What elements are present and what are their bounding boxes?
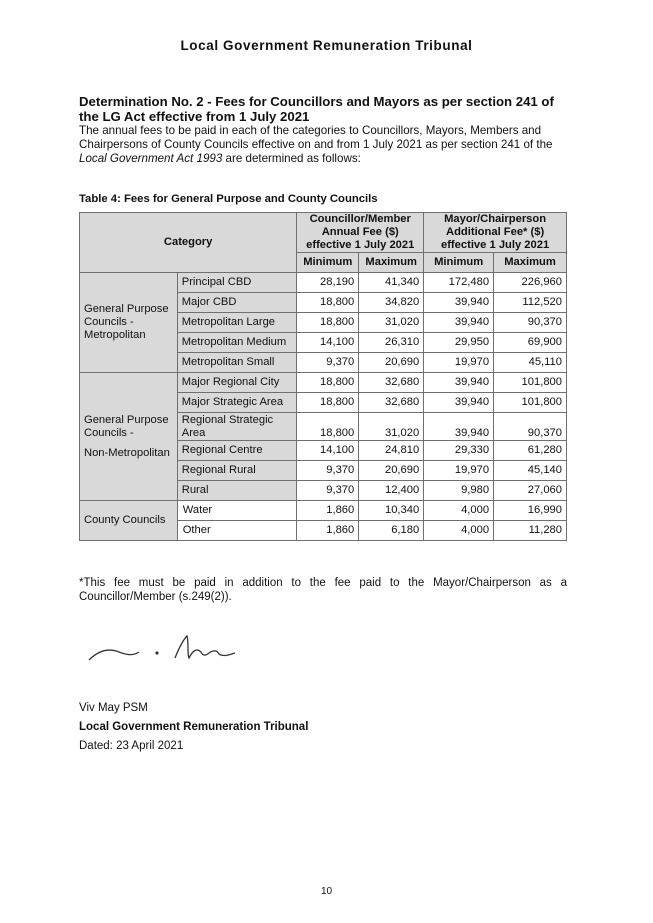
mayor-max: 27,060 xyxy=(494,481,567,501)
page-header: Local Government Remuneration Tribunal xyxy=(180,38,473,53)
category-name xyxy=(177,413,297,441)
councillor-max: 32,680 xyxy=(359,373,424,393)
date-signed: Dated: 23 April 2021 xyxy=(79,740,184,752)
hdr-m2: Additional Fee* ($) xyxy=(445,226,545,238)
category-name: Metropolitan Small xyxy=(177,353,297,373)
mayor-min: 39,940 xyxy=(424,313,494,333)
councillor-max: 41,340 xyxy=(359,273,424,293)
category-name: Rural xyxy=(177,481,297,501)
mayor-min: 4,000 xyxy=(424,521,494,541)
group-label: Non-Metropolitan xyxy=(84,446,170,459)
hdr-m3: effective 1 July 2021 xyxy=(440,239,550,251)
header-category: Category xyxy=(80,213,297,273)
councillor-max: 31,020 xyxy=(359,313,424,333)
header-min: Minimum xyxy=(297,253,359,273)
group-label: Councils - xyxy=(84,316,134,328)
category-name: Major CBD xyxy=(177,293,297,313)
councillor-min: 18,800 xyxy=(297,373,359,393)
table-row xyxy=(80,501,567,521)
councillor-min: 18,800 xyxy=(297,393,359,413)
group-label: Metropolitan xyxy=(84,329,146,341)
table-row xyxy=(80,373,567,393)
category-name: Regional Centre xyxy=(177,441,297,461)
category-name: Metropolitan Large xyxy=(177,313,297,333)
councillor-max: 26,310 xyxy=(359,333,424,353)
mayor-max: 101,800 xyxy=(494,393,567,413)
group-label: Councils - xyxy=(84,426,134,439)
signature-image xyxy=(83,626,263,676)
category-name: Regional Rural xyxy=(177,461,297,481)
hdr-c1: Councillor/Member xyxy=(309,213,411,225)
councillor-min: 1,860 xyxy=(297,521,359,541)
councillor-max: 12,400 xyxy=(359,481,424,501)
intro-text: The annual fees to be paid in each of the categories to Councillors, Mayors, Members and Chairpersons of County Councils effective on and from 1 July 2021 as per section 241 of the xyxy=(79,124,553,152)
table-title: Table 4: Fees for General Purpose and County Councils xyxy=(79,193,378,205)
mayor-min: 9,980 xyxy=(424,481,494,501)
councillor-min: 9,370 xyxy=(297,481,359,501)
mayor-max: 61,280 xyxy=(494,441,567,461)
councillor-min: 9,370 xyxy=(297,461,359,481)
group-label: General Purpose xyxy=(84,303,169,315)
mayor-max: 11,280 xyxy=(494,521,567,541)
mayor-min: 29,950 xyxy=(424,333,494,353)
councillor-min: 18,800 xyxy=(297,293,359,313)
councillor-max: 31,020 xyxy=(359,413,424,441)
fee-footnote: *This fee must be paid in addition to the fee paid to the Mayor/Chairperson as a Councillor/Member (s.249(2)). xyxy=(79,577,567,603)
category-name-line: Regional Strategic xyxy=(181,414,274,426)
councillor-max: 20,690 xyxy=(359,353,424,373)
mayor-min: 19,970 xyxy=(424,461,494,481)
mayor-max: 45,110 xyxy=(494,353,567,373)
category-name: Major Strategic Area xyxy=(177,393,297,413)
mayor-min: 29,330 xyxy=(424,441,494,461)
mayor-max: 16,990 xyxy=(494,501,567,521)
hdr-c3: effective 1 July 2021 xyxy=(306,239,415,251)
header-mayor-fee xyxy=(424,213,567,253)
mayor-min: 4,000 xyxy=(424,501,494,521)
councillor-min: 18,800 xyxy=(297,313,359,333)
header-min: Minimum xyxy=(424,253,494,273)
signatory-name: Viv May PSM xyxy=(79,702,148,714)
determination-intro xyxy=(79,124,567,167)
category-name: Water xyxy=(177,501,297,521)
mayor-max: 226,960 xyxy=(494,273,567,293)
councillor-min: 14,100 xyxy=(297,441,359,461)
mayor-min: 39,940 xyxy=(424,413,494,441)
page-number: 10 xyxy=(320,886,333,897)
table-row xyxy=(80,273,567,293)
mayor-min: 39,940 xyxy=(424,293,494,313)
category-name: Major Regional City xyxy=(177,373,297,393)
councillor-max: 6,180 xyxy=(359,521,424,541)
group-county-councils: County Councils xyxy=(80,501,178,541)
mayor-max: 69,900 xyxy=(494,333,567,353)
category-name: Principal CBD xyxy=(177,273,297,293)
mayor-min: 19,970 xyxy=(424,353,494,373)
mayor-max: 90,370 xyxy=(494,413,567,441)
signatory-organisation: Local Government Remuneration Tribunal xyxy=(79,721,309,733)
mayor-min: 39,940 xyxy=(424,393,494,413)
mayor-max: 45,140 xyxy=(494,461,567,481)
group-metropolitan xyxy=(80,273,178,373)
header-max: Maximum xyxy=(494,253,567,273)
determination-title: Determination No. 2 - Fees for Councillors and Mayors as per section 241 of the LG Act effective from 1 July 2021 xyxy=(79,94,554,124)
category-name: Other xyxy=(177,521,297,541)
mayor-min: 172,480 xyxy=(424,273,494,293)
document-body xyxy=(79,94,567,752)
councillor-min: 18,800 xyxy=(297,413,359,441)
councillor-max: 20,690 xyxy=(359,461,424,481)
hdr-m1: Mayor/Chairperson xyxy=(444,213,547,225)
group-non-metropolitan xyxy=(80,373,178,501)
intro-text-end: are determined as follows: xyxy=(222,152,361,166)
hdr-c2: Annual Fee ($) xyxy=(321,226,399,238)
councillor-min: 9,370 xyxy=(297,353,359,373)
mayor-min: 39,940 xyxy=(424,373,494,393)
mayor-max: 112,520 xyxy=(494,293,567,313)
councillor-min: 14,100 xyxy=(297,333,359,353)
header-max: Maximum xyxy=(359,253,424,273)
councillor-max: 32,680 xyxy=(359,393,424,413)
councillor-max: 24,810 xyxy=(359,441,424,461)
councillor-min: 28,190 xyxy=(297,273,359,293)
councillor-max: 10,340 xyxy=(359,501,424,521)
group-label: General Purpose xyxy=(84,413,169,426)
councillor-max: 34,820 xyxy=(359,293,424,313)
category-name-line: Area xyxy=(181,427,206,439)
mayor-max: 90,370 xyxy=(494,313,567,333)
act-name: Local Government Act 1993 xyxy=(79,152,223,166)
mayor-max: 101,800 xyxy=(494,373,567,393)
fees-table xyxy=(79,212,567,541)
councillor-min: 1,860 xyxy=(297,501,359,521)
header-councillor-fee xyxy=(297,213,424,253)
category-name: Metropolitan Medium xyxy=(177,333,297,353)
